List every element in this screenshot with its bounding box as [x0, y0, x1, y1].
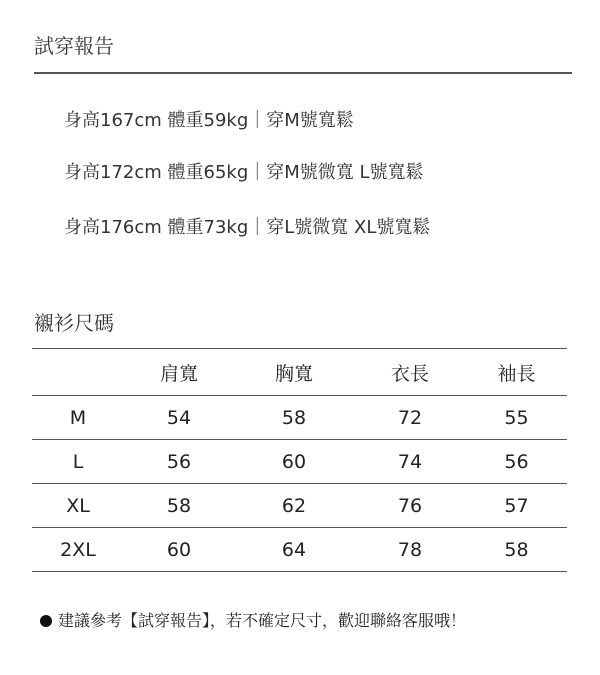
table-cell: 64 — [281, 538, 307, 561]
header-cell — [32, 349, 124, 395]
table-row — [32, 440, 567, 484]
table-header-row — [32, 348, 567, 396]
table-cell: 54 — [166, 406, 192, 429]
table-cell: 58 — [166, 494, 192, 517]
table-cell: 55 — [504, 406, 529, 429]
footnote-text: 建議參考【試穿報告】，若不確定尺寸，歡迎聯絡客服哦！ — [58, 611, 467, 630]
table-cell: 58 — [281, 406, 307, 429]
size-label: 2XL — [60, 538, 96, 561]
header-cell-shoulder: 肩寬 — [159, 362, 198, 385]
footnote — [40, 608, 466, 631]
table-cell: 60 — [281, 450, 307, 473]
size-table — [32, 348, 567, 572]
report-title: 試穿報告 — [34, 34, 114, 58]
header-cell-chest: 胸寬 — [274, 362, 313, 385]
report-line: 身高172cm 體重65kg｜穿M號微寬 L號寬鬆 — [64, 162, 424, 183]
header-cell-sleeve: 袖長 — [497, 362, 536, 385]
table-cell: 58 — [504, 538, 529, 561]
table-cell: 78 — [397, 538, 423, 561]
size-chart-title: 襯衫尺碼 — [34, 311, 114, 335]
size-label: XL — [66, 494, 90, 517]
table-row — [32, 484, 567, 528]
table-cell: 56 — [166, 450, 192, 473]
size-label: L — [72, 450, 84, 473]
table-cell: 76 — [397, 494, 423, 517]
table-cell: 74 — [397, 450, 423, 473]
table-cell: 57 — [504, 494, 529, 517]
report-line: 身高176cm 體重73kg｜穿L號微寬 XL號寬鬆 — [64, 217, 431, 238]
size-label: M — [69, 406, 87, 429]
table-row — [32, 528, 567, 572]
report-divider — [34, 72, 572, 74]
bullet-dot-icon — [40, 615, 52, 627]
header-cell-length: 衣長 — [390, 362, 429, 385]
table-cell: 60 — [166, 538, 192, 561]
table-cell: 72 — [397, 406, 423, 429]
report-line: 身高167cm 體重59kg｜穿M號寬鬆 — [64, 110, 354, 131]
table-row — [32, 396, 567, 440]
table-cell: 56 — [504, 450, 529, 473]
table-cell: 62 — [281, 494, 307, 517]
